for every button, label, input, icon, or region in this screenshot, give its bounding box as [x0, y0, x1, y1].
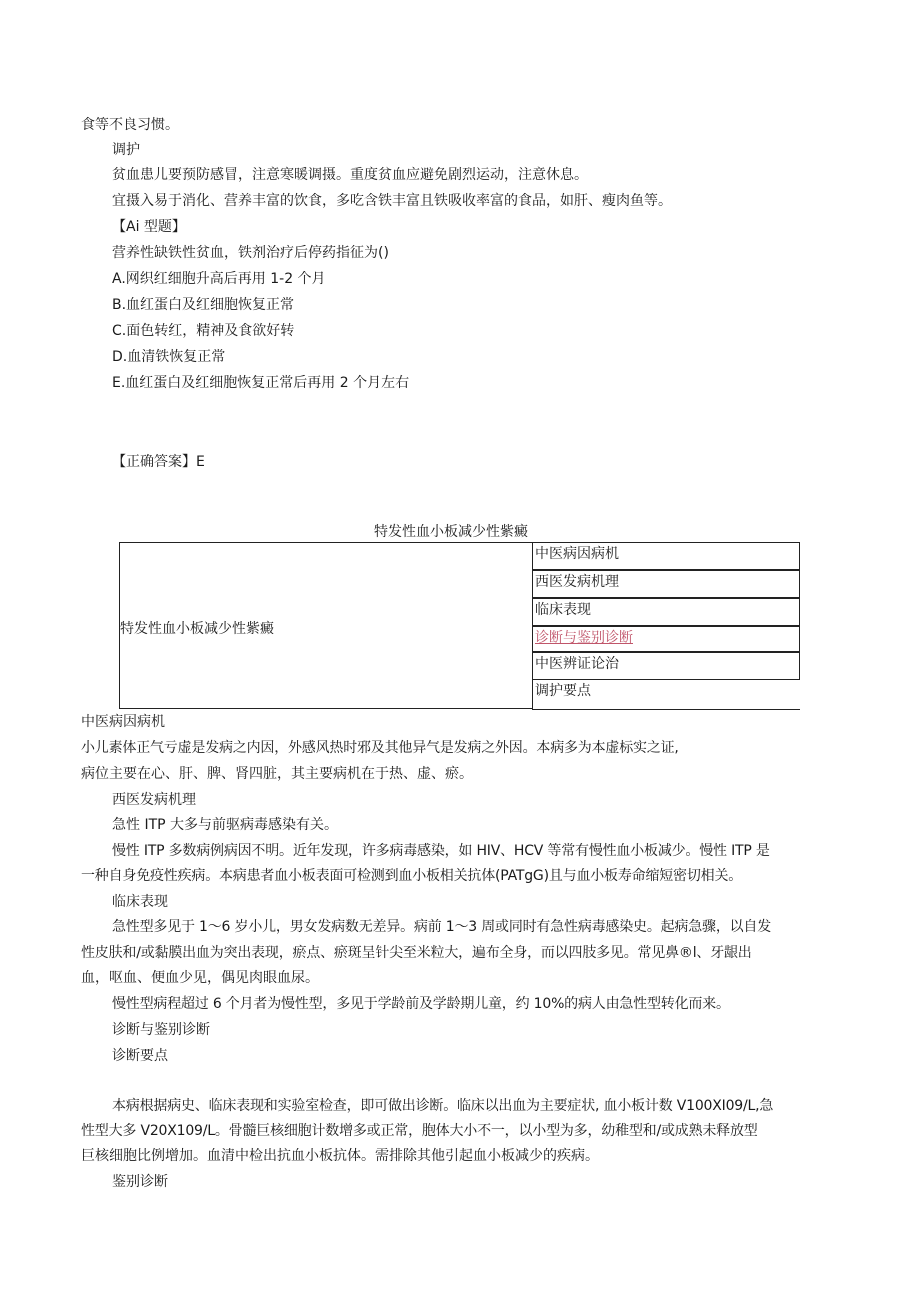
heading-zhenduan-yaodian: 诊断要点 — [112, 1048, 168, 1064]
text-line: 贫血患儿要预防感冒，注意寒暖调摄。重度贫血应避免剧烈运动，注意休息。 — [112, 167, 588, 183]
heading-xiyi: 西医发病机理 — [112, 792, 196, 808]
heading-tiaohu: 调护 — [112, 142, 140, 158]
heading-linchuang: 临床表现 — [112, 894, 168, 910]
quiz-type-label: 【Ai 型题】 — [112, 219, 186, 235]
branch-zhenduan-link[interactable] — [532, 626, 800, 652]
text-line: 本病根据病史、临床表现和实验室检查，即可做出诊断。临床以出血为主要症状, 血小板计数 V100XI09/L,急 — [112, 1098, 774, 1114]
quiz-option-c: C.面色转红，精神及食欲好转 — [112, 323, 295, 339]
quiz-option-e: E.血红蛋白及红细胞恢复正常后再用 2 个月左右 — [112, 375, 410, 391]
quiz-question: 营养性缺铁性贫血，铁剂治疗后停药指征为() — [112, 245, 389, 261]
text-line: 巨核细胞比例增加。血清中检出抗血小板抗体。需排除其他引起血小板减少的疾病。 — [81, 1148, 599, 1164]
quiz-option-d: D.血清铁恢复正常 — [112, 349, 226, 365]
text-line: 血，呕血、便血少见，偶见肉眼血尿。 — [81, 970, 319, 986]
text-line: 小儿素体正气亏虚是发病之内因，外感风热时邪及其他异气是发病之外因。本病多为本虚标实之证, — [81, 740, 679, 756]
text-line: 宜摄入易于消化、营养丰富的饮食，多吃含铁丰富且铁吸收率富的食品，如肝、瘦肉鱼等。 — [112, 193, 672, 209]
text-line: 性皮肤和/或黏膜出血为突出表现，瘀点、瘀斑呈针尖至米粒大，遍布全身，而以四肢多见。常见鼻®l、牙龈出 — [81, 945, 752, 961]
text-line: 急性型多见于 1〜6 岁小儿，男女发病数无差异。病前 1〜3 周或同时有急性病毒感染史。起病急骤，以自发 — [112, 919, 772, 935]
topic-diagram — [119, 542, 800, 710]
branch-xiyi: 西医发病机理 — [532, 570, 800, 598]
heading-zhenduan: 诊断与鉴别诊断 — [112, 1022, 210, 1038]
text-line: 慢性型病程超过 6 个月者为慢性型，多见于学龄前及学龄期儿童，约 10%的病人由急性型转化而来。 — [112, 996, 730, 1012]
branch-zhongyi: 中医病因病机 — [532, 542, 800, 570]
branch-linchuang: 临床表现 — [532, 598, 800, 626]
text-line: 性型大多 V20X109/L。骨髓巨核细胞计数增多或正常，胞体大小不一，以小型为多，幼稚型和/或成熟未释放型 — [81, 1123, 758, 1139]
quiz-answer: 【正确答案】E — [112, 454, 205, 470]
diagram-root-label: 特发性血小板减少性紫癜 — [120, 621, 274, 637]
branch-zhenduan-text[interactable]: 诊断与鉴别诊断 — [535, 630, 633, 646]
diagram-branches — [532, 542, 800, 710]
text-line: 一种自身免疫性疾病。本病患者血小板表面可检测到血小板相关抗体(PATgG)且与血小板寿命缩短密切相关。 — [81, 868, 743, 884]
heading-jianbie: 鉴别诊断 — [112, 1174, 168, 1190]
quiz-option-b: B.血红蛋白及红细胞恢复正常 — [112, 297, 295, 313]
diagram-title: 特发性血小板减少性紫癜 — [374, 524, 528, 540]
quiz-option-a: A.网织红细胞升高后再用 1-2 个月 — [112, 271, 326, 287]
branch-tiaohu: 调护要点 — [532, 680, 800, 710]
text-line: 食等不良习惯。 — [81, 117, 179, 133]
text-line: 急性 ITP 大多与前驱病毒感染有关。 — [112, 817, 339, 833]
branch-bianzheng: 中医辨证论治 — [532, 652, 800, 680]
text-line: 病位主要在心、肝、脾、肾四脏，其主要病机在于热、虚、瘀。 — [81, 766, 473, 782]
text-line: 慢性 ITP 多数病例病因不明。近年发现，许多病毒感染，如 HIV、HCV 等常有慢性血小板减少。慢性 ITP 是 — [112, 843, 770, 859]
heading-zhongyi: 中医病因病机 — [81, 714, 165, 730]
diagram-root-box — [119, 542, 532, 709]
